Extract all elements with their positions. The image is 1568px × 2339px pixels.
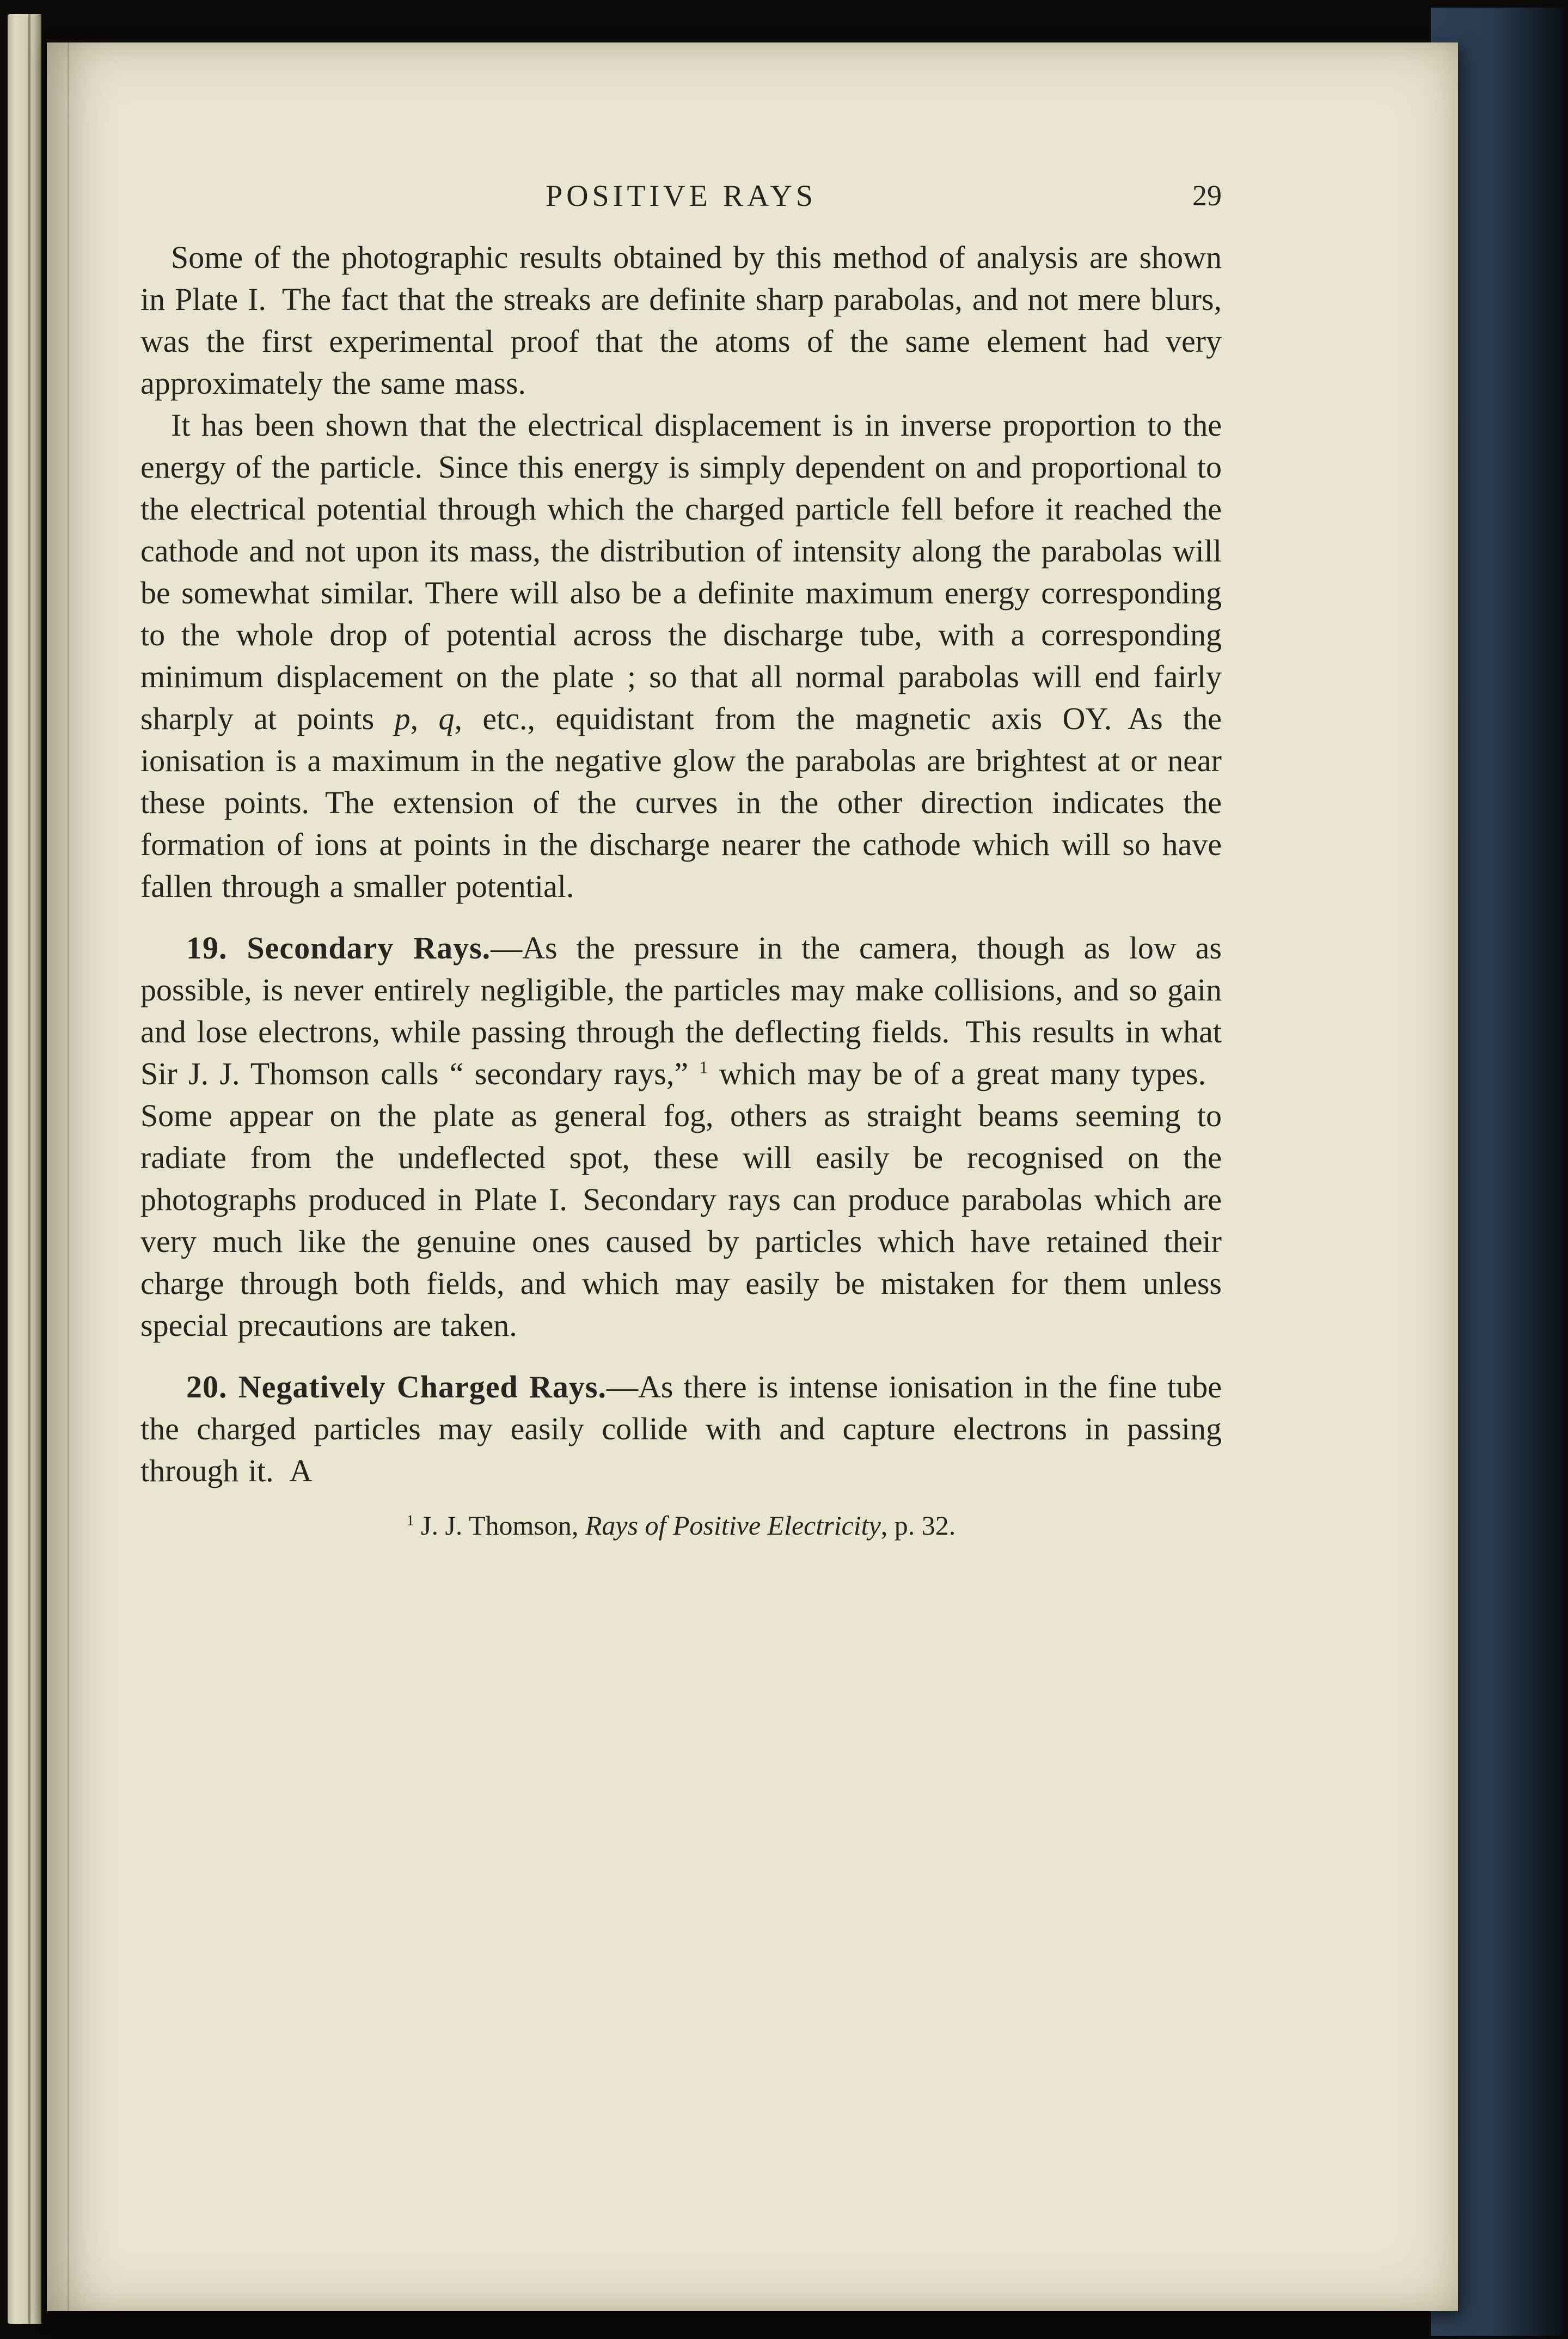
body-paragraph <box>140 236 1222 404</box>
body-paragraph <box>140 404 1222 907</box>
text-run: 1 <box>406 1511 414 1529</box>
text-run: Rays of Positive Electricity <box>585 1510 881 1541</box>
text-run: p <box>394 701 411 736</box>
book-page <box>47 42 1458 2311</box>
footnote <box>140 1508 1222 1543</box>
page-fore-edge <box>8 14 41 2324</box>
text-run: —As there is intense ionisation in the fine tube the charged particles may easily collide with and capture electrons in passing through it. A <box>140 1369 1222 1488</box>
text-run: q <box>438 701 455 736</box>
section-paragraph <box>140 1366 1222 1492</box>
text-run: Some of the photographic results obtained by this method of analysis are shown in Plate I. The fact that the streaks are definite sharp parabolas, and not mere blurs, was the first experimental proof that the atoms of the same element had very approximately the same mass. <box>140 240 1222 401</box>
page-header <box>140 179 1222 222</box>
text-block <box>140 236 1222 1492</box>
section-heading: 20. Negatively Charged Rays. <box>186 1369 607 1404</box>
page-content-area <box>47 42 1458 1543</box>
text-run: It has been shown that the electrical displacement is in inverse proportion to the energy of the particle. Since this energy is simply dependent on and proportional to the electrical potential through which the charged particle fell before it reached the cathode and not upon its mass, the distribution of intensity along the parabolas will be somewhat similar. There will also be a definite maximum energy corresponding to the whole drop of potential across the discharge tube, with a corresponding minimum displacement on the plate ; so that all normal parabolas will end fairly sharply at points <box>140 407 1222 736</box>
page-number: 29 <box>1192 179 1222 212</box>
running-title: POSITIVE RAYS <box>545 179 817 213</box>
text-run: J. J. Thomson, <box>414 1510 585 1541</box>
text-run: , p. 32. <box>880 1510 956 1541</box>
text-run: , etc., equidistant from the magnetic axis OY. As the ionisation is a maximum in the negative glow the parabolas are brightest at or near these points. The extension of the curves in the other direction indicates the formation of ions at points in the discharge nearer the cathode which will so have fallen through a smaller potential. <box>140 701 1222 904</box>
page-fore-edge-line <box>28 14 30 2324</box>
text-run: 1 <box>699 1058 708 1077</box>
text-run: which may be of a great many types. Some appear on the plate as general fog, others as straight beams seeming to radiate from the undeflected spot, these will easily be recognised on the photographs produced in Plate I. Secondary rays can produce parabolas which are very much like the genuine ones caused by particles which have retained their charge through both fields, and which may easily be mistaken for them unless special precautions are taken. <box>140 1056 1222 1343</box>
text-run: —As the pressure in the camera, though as low as possible, is never entirely negligible, the particles may make collisions, and so gain and lose electrons, while passing through the deflecting fields. This results in what Sir J. J. Thomson calls “ secondary rays,” <box>140 930 1222 1091</box>
section-heading: 19. Secondary Rays. <box>186 930 491 966</box>
section-paragraph <box>140 927 1222 1346</box>
text-run: , <box>410 701 439 736</box>
